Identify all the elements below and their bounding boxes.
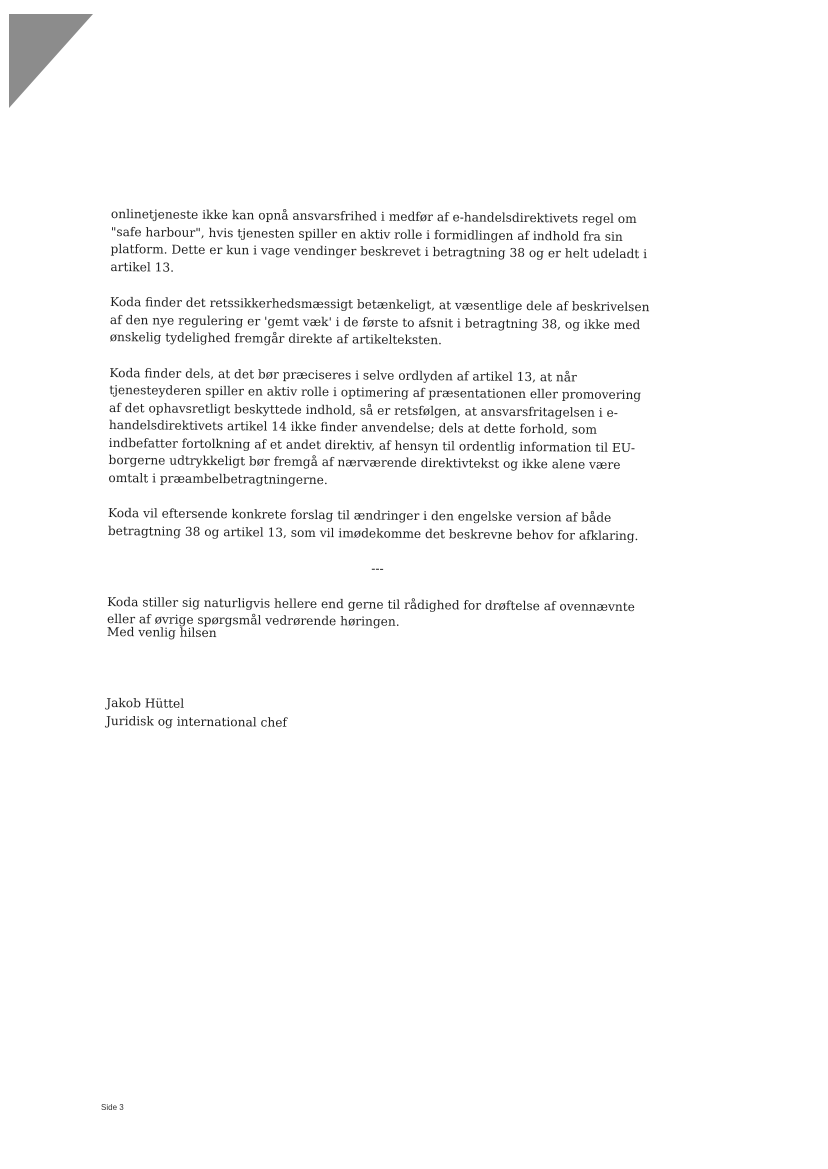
- page-corner-fold: [9, 14, 93, 108]
- paragraph-safe-harbour: onlinetjeneste ikke kan opnå ansvarsfrihed i medfør af e-handelsdirektivets regel om "safe harbour", hvis tjenesten spiller en aktiv rolle i formidlingen af indhold fra sin platform. Dette er kun i vage vendinger beskrevet i betragtning 38 og er helt udeladt i artikel 13.: [110, 206, 648, 275]
- paragraph-availability: Koda stiller sig naturligvis hellere end gerne til rådighed for drøftelse af ovennævnte eller af øvrige spørgsmål vedrørende høringen.: [106, 594, 635, 629]
- closing-greeting: Med venlig hilsen: [106, 624, 217, 641]
- paragraph-legal-certainty: Koda finder det retssikkerhedsmæssigt betænkeligt, at væsentlige dele af beskrivelsen af den nye regulering er 'gemt væk' i de første to afsnit i betragtning 38, og ikke med ønskelig tydelighed fremgår direkte af artikelteksten.: [109, 294, 650, 348]
- letter-body: [105, 206, 651, 730]
- signature-block: [106, 694, 287, 732]
- signer-name: Jakob Hüttel: [106, 695, 185, 711]
- paragraph-clarification-request: Koda finder dels, at det bør præciseres i selve ordlyden af artikel 13, at når tjenesteyderen spiller en aktiv rolle i optimering af præsentationen eller promovering af det ophavsretligt beskyttede indhold, så er retsfølgen, at ansvarsfritagelsen i e-handelsdirektivets artikel 14 ikke finder anvendelse; dels at dette forhold, som indbefatter fortolkning af et andet direktiv, af hensyn til ordentlig information til EU-borgerne udtrykkeligt bør fremgå af nærværende direktivtekst og ikke alene være omtalt i præambelbetragtningerne.: [108, 365, 642, 487]
- section-divider: ---: [371, 561, 384, 576]
- page-number: Side 3: [101, 1103, 124, 1112]
- signer-title: Juridisk og international chef: [105, 713, 288, 730]
- paragraph-follow-up-proposals: Koda vil eftersende konkrete forslag til ændringer i den engelske version af både betragtning 38 og artikel 13, som vil imødekomme det beskrevne behov for afklaring.: [107, 505, 639, 543]
